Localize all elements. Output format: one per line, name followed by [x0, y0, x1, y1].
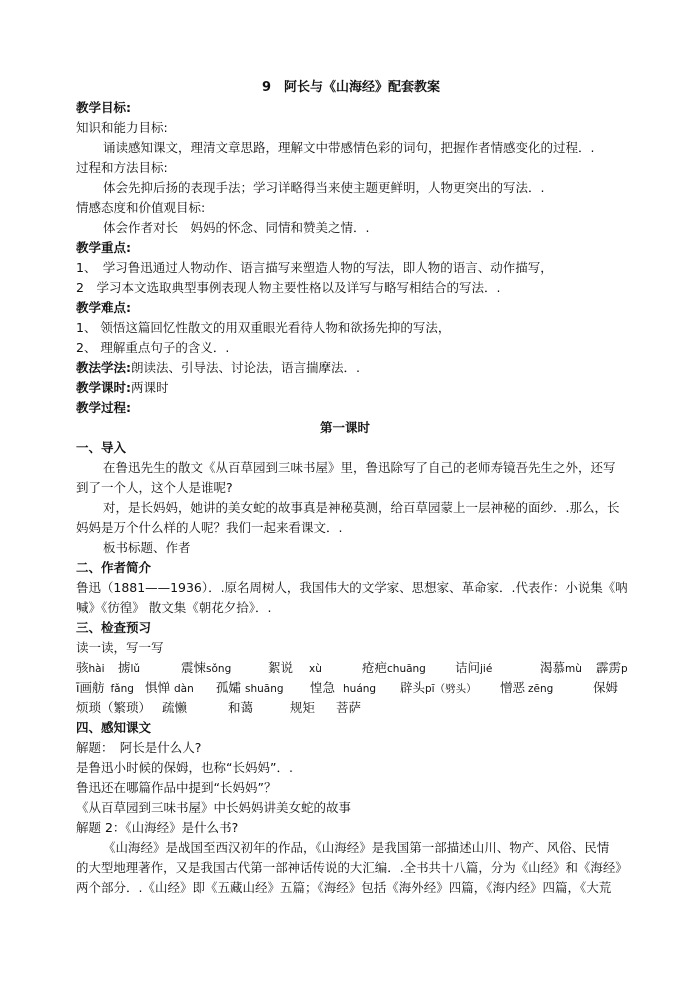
vocab-pinyin: chuāng	[387, 663, 426, 675]
vocab-item	[145, 678, 194, 699]
methods-label: 教法学法:	[76, 360, 131, 375]
vocab-word: 掳	[118, 660, 131, 675]
keypoint-2: 2 学习本文选取典型事例表现人物主要性格以及详写与略写相结合的写法．.	[76, 280, 501, 295]
keypoints-heading: 教学重点:	[76, 240, 131, 255]
vocab-pinyin: xù	[309, 663, 322, 675]
vocab-word: 震悚	[181, 660, 207, 675]
section-2-heading: 二、作者简介	[76, 560, 152, 575]
vocab-word: 诘问	[455, 660, 481, 675]
intro-paragraph-1-line-2: 到了一个人，这个人是谁呢?	[76, 480, 233, 495]
vocab-pinyin: fǎng	[110, 683, 134, 695]
vocab-word: 骇	[76, 660, 89, 675]
process-text: 体会先抑后扬的表现手法；学习详略得当来使主题更鲜明，人物更突出的写法．.	[103, 180, 545, 195]
keypoint-1: 1、 学习鲁迅通过人物动作、语言描写来塑造人物的写法，即人物的语言、动作描写，	[76, 260, 553, 275]
intro-paragraph-1-line-1: 在鲁迅先生的散文《从百草园到三味书屋》里，鲁迅除写了自己的老师寿镜吾先生之外，还写	[103, 460, 616, 475]
vocab-word: 保姆	[593, 680, 619, 695]
vocab-item	[76, 678, 134, 699]
difficulty-2: 2、 理解重点句子的含义．.	[76, 340, 230, 355]
vocab-word: 孤孀	[216, 680, 242, 695]
vocab-item	[76, 658, 105, 679]
vocab-word: 疮疤	[362, 660, 388, 675]
vocab-item	[310, 678, 376, 699]
methods-line	[76, 358, 360, 378]
vocab-word: 辟头	[400, 680, 426, 695]
intro-paragraph-3: 板书标题、作者	[103, 540, 191, 555]
vocab-word: 惶急	[310, 680, 336, 695]
vocab-intro: 读一读，写一写	[76, 640, 164, 655]
hours-label: 教学课时:	[76, 380, 131, 395]
objectives-heading: 教学目标:	[76, 100, 131, 115]
difficulty-1: 1、 领悟这篇回忆性散文的用双重眼光看待人物和欲扬先抑的写法，	[76, 320, 451, 335]
question-2: 鲁迅还在哪篇作品中提到“长妈妈”？	[76, 780, 277, 795]
vocab-word: 惧惮	[145, 680, 171, 695]
vocab-pinyin: huáng	[343, 683, 377, 695]
answer-3-line-2: 的大型地理著作，又是我国古代第一部神话传说的大汇编．.全书共十八篇，分为《山经》和《海经》	[76, 860, 628, 875]
procedure-heading: 教学过程:	[76, 400, 131, 415]
hours-text: 两课时	[131, 380, 169, 395]
vocab-item	[362, 658, 426, 679]
vocab-pinyin: pī（劈头）	[425, 683, 477, 695]
vocab-item	[596, 658, 628, 679]
vocab-word: 絮说	[268, 660, 294, 675]
section-3-heading: 三、检查预习	[76, 620, 152, 635]
vocab-word: 憎恶	[500, 680, 526, 695]
vocab-pinyin: p	[621, 663, 628, 675]
vocab-item	[268, 658, 322, 679]
vocab-item	[500, 678, 553, 699]
vocab-word: 和蔼	[228, 700, 254, 715]
vocab-item	[455, 658, 492, 679]
question-3: 解题 2：《山海经》是什么书?	[76, 820, 239, 835]
section-4-heading: 四、感知课文	[76, 720, 152, 735]
author-line-2: 喊》《彷徨》 散文集《朝花夕拾》．.	[76, 600, 272, 615]
process-heading: 过程和方法目标:	[76, 160, 168, 175]
vocab-word: 疏懒	[162, 700, 188, 715]
answer-1: 是鲁迅小时候的保姆，也称“长妈妈”．.	[76, 760, 293, 775]
question-1: 解题： 阿长是什么人?	[76, 740, 202, 755]
vocab-pinyin: jié	[480, 663, 493, 675]
vocab-item	[118, 658, 140, 679]
emotion-heading: 情感态度和价值观目标:	[76, 200, 206, 215]
intro-paragraph-2-line-1: 对，是长妈妈，她讲的美女蛇的故事真是神秘莫测，给百草园蒙上一层神秘的面纱．.那么，长	[103, 500, 620, 515]
answer-3-line-3: 两个部分．.《山经》即《五藏山经》五篇；《海经》包括《海外经》四篇，《海内经》四篇，《大荒	[76, 880, 612, 895]
emotion-text: 体会作者对长 妈妈的怀念、同情和赞美之情．.	[103, 220, 370, 235]
vocab-pinyin: zēng	[528, 683, 554, 695]
vocab-item	[400, 678, 477, 699]
knowledge-heading: 知识和能力目标:	[76, 120, 168, 135]
vocab-pinyin: lǔ	[130, 663, 141, 675]
answer-3-line-1: 《山海经》是战国至西汉初年的作品，《山海经》是我国第一部描述山川、物产、风俗、民情	[103, 840, 610, 855]
vocab-pinyin: mù	[565, 663, 582, 675]
vocab-pinyin: dàn	[174, 683, 194, 695]
difficulty-heading: 教学难点:	[76, 300, 131, 315]
answer-2: 《从百草园到三味书屋》中长妈妈讲美女蛇的故事	[76, 800, 352, 815]
hours-line	[76, 378, 169, 398]
vocab-item	[540, 658, 582, 679]
document-title: 9 阿长与《山海经》配套教案	[262, 80, 441, 95]
vocab-word: 渴慕	[540, 660, 566, 675]
lesson-heading: 第一课时	[320, 420, 371, 435]
vocab-word: 烦琐（繁琐）	[76, 700, 152, 715]
vocab-pinyin: sǒng	[206, 663, 232, 675]
vocab-item	[593, 678, 618, 698]
vocab-word: 规矩	[290, 700, 316, 715]
vocab-word: ī画舫	[76, 680, 105, 695]
vocab-item	[216, 678, 284, 699]
methods-text: 朗读法、引导法、讨论法，语言揣摩法．.	[131, 360, 360, 375]
vocab-item	[181, 658, 231, 679]
vocab-word: 霹雳	[596, 660, 622, 675]
author-line-1: 鲁迅（1881——1936）．.原名周树人，我国伟大的文学家、思想家、革命家．.代表作：小说集《呐	[76, 580, 628, 595]
knowledge-text: 诵读感知课文，理清文章思路，理解文中带感情色彩的词句，把握作者情感变化的过程．.	[103, 140, 595, 155]
intro-paragraph-2-line-2: 妈妈是万个什么样的人呢？我们一起来看课文．.	[76, 520, 343, 535]
section-1-heading: 一、导入	[76, 440, 127, 455]
vocab-word: 菩萨	[336, 700, 362, 715]
vocab-pinyin: shuāng	[245, 683, 284, 695]
vocab-pinyin: hài	[88, 663, 105, 675]
